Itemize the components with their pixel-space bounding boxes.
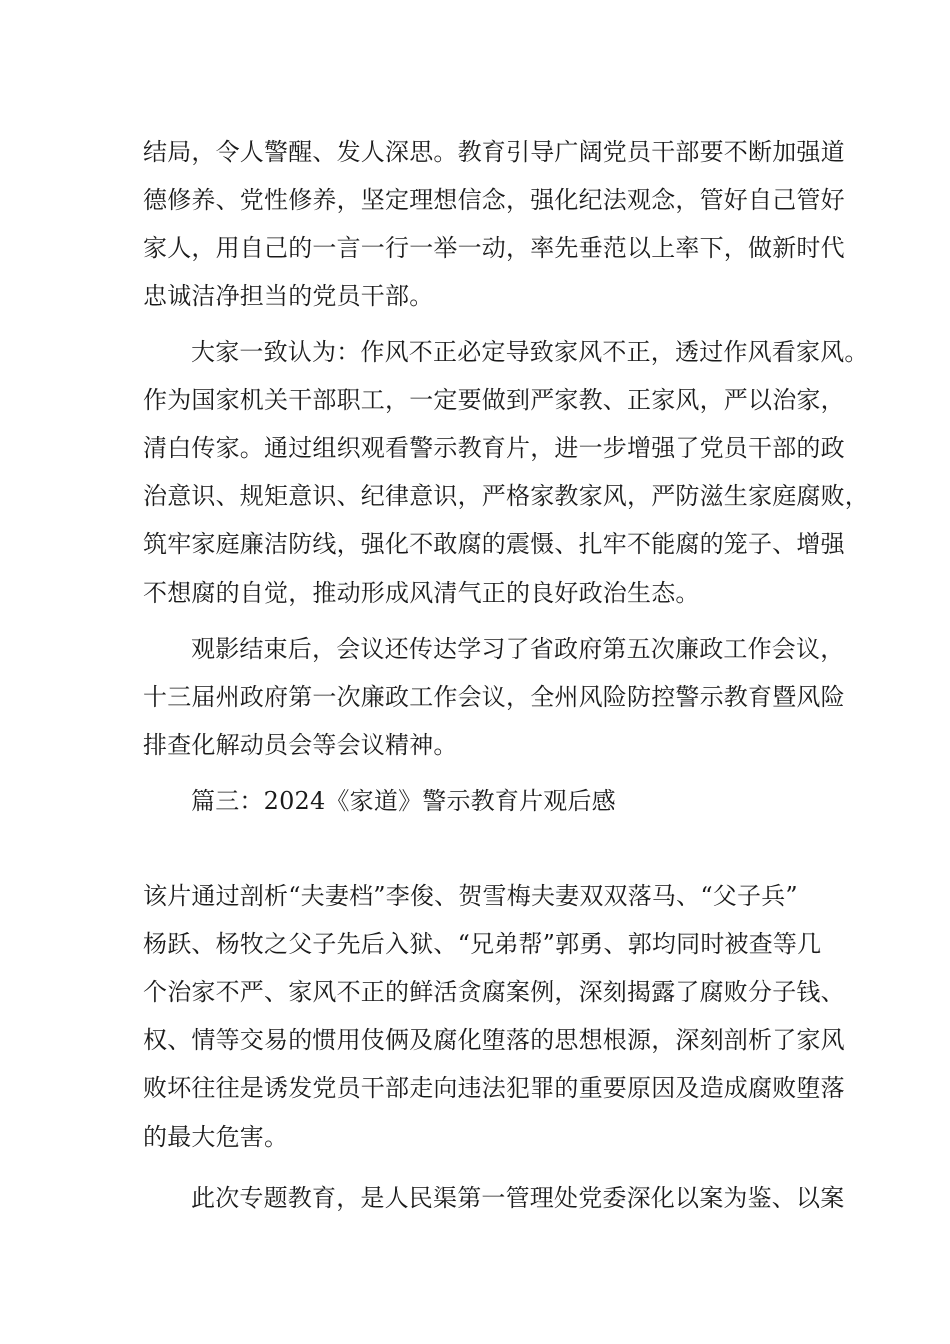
text-line: 权、情等交易的惯用伎俩及腐化堕落的思想根源，深刻剖析了家风 (143, 1026, 845, 1054)
text-line: 大家一致认为：作风不正必定导致家风不正，透过作风看家风。 (191, 338, 869, 366)
text-line: 观影结束后，会议还传达学习了省政府第五次廉政工作会议， (191, 635, 845, 663)
text-line: 败坏往往是诱发党员干部走向违法犯罪的重要原因及造成腐败堕落 (143, 1074, 845, 1102)
text-line: 杨跃、杨牧之父子先后入狱、“兄弟帮”郭勇、郭均同时被查等几 (143, 930, 822, 958)
text-line: 十三届州政府第一次廉政工作会议，全州风险防控警示教育暨风险 (143, 683, 845, 711)
text-line: 德修养、党性修养，坚定理想信念，强化纪法观念，管好自己管好 (143, 186, 845, 214)
text-line: 筑牢家庭廉洁防线，强化不敢腐的震慑、扎牢不能腐的笼子、增强 (143, 530, 845, 558)
text-line: 家人，用自己的一言一行一举一动，率先垂范以上率下，做新时代 (143, 234, 845, 262)
text-line: 治意识、规矩意识、纪律意识，严格家教家风，严防滋生家庭腐败， (143, 482, 869, 510)
text-line: 不想腐的自觉，推动形成风清气正的良好政治生态。 (143, 579, 700, 607)
text-line: 的最大危害。 (143, 1123, 289, 1151)
section-heading: 篇三：2024《家道》警示教育片观后感 (191, 787, 616, 815)
text-line: 清白传家。通过组织观看警示教育片，进一步增强了党员干部的政 (143, 434, 845, 462)
text-line: 此次专题教育，是人民渠第一管理处党委深化以案为鉴、以案 (191, 1184, 845, 1212)
text-line: 结局，令人警醒、发人深思。教育引导广阔党员干部要不断加强道 (143, 138, 845, 166)
text-line: 忠诚洁净担当的党员干部。 (143, 282, 434, 310)
text-line: 该片通过剖析“夫妻档”李俊、贺雪梅夫妻双双落马、“父子兵” (143, 882, 798, 910)
text-line: 个治家不严、家风不正的鲜活贪腐案例，深刻揭露了腐败分子钱、 (143, 978, 845, 1006)
text-line: 排查化解动员会等会议精神。 (143, 731, 458, 759)
text-line: 作为国家机关干部职工，一定要做到严家教、正家风，严以治家， (143, 386, 845, 414)
